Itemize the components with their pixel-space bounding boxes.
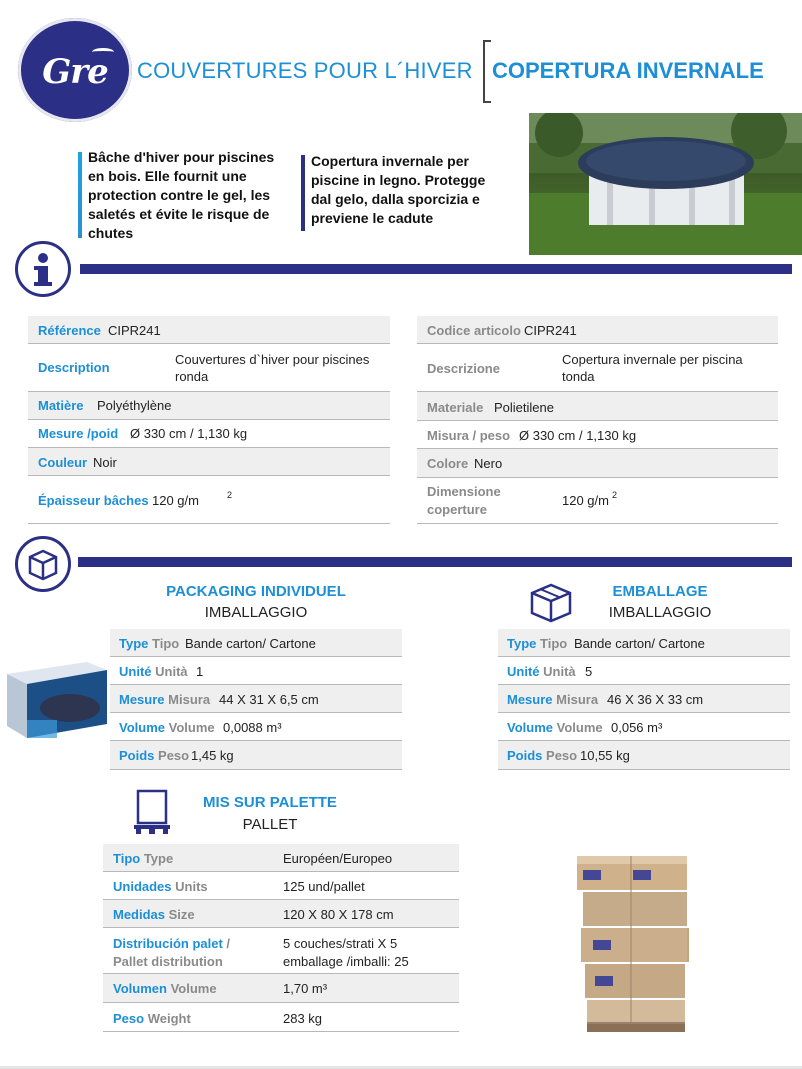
row-value: CIPR241 [108,323,161,338]
info-row-misura [417,421,778,449]
box-icon-badge [15,536,71,592]
row-value: 10,55 kg [580,748,630,763]
row-label [119,748,189,763]
product-photo-pool [529,113,802,255]
packaging-individual-subtitle: IMBALLAGGIO [204,604,308,621]
pack-ind-row-size [110,685,402,713]
row-value: Bande carton/ Cartone [185,636,316,651]
row-label-it: Pallet distribution [113,954,223,969]
row-value: 120 g/m [152,493,199,508]
swimmer-icon [92,48,114,56]
info-divider [80,264,792,274]
row-value-line: emballage /imballi: 25 [283,954,409,969]
row-label-line: coperture [427,502,487,517]
row-label: Misura / peso [427,428,511,443]
row-value: 5 [585,664,593,679]
info-row-color [28,448,390,476]
row-value [175,351,369,385]
product-box-illustration [5,660,109,740]
row-label: Codice articolo [427,323,521,338]
row-label-fr: Mesure [119,692,165,707]
row-label [119,636,179,651]
info-row-materiale [417,392,778,421]
row-label: Couleur [38,455,88,470]
info-icon [18,244,68,294]
pack-ind-row-type [110,629,402,657]
row-label: Descrizione [427,361,500,376]
row-value: Polyéthylène [97,398,172,413]
packaging-individual-title: PACKAGING INDIVIDUEL [166,583,346,600]
pallet-stack-illustration [573,850,693,1036]
row-label-fr: Volume [119,720,165,735]
row-label-fr: Unité [119,664,152,679]
intro-fr-line: protection contre le gel, les [88,187,271,203]
row-label-it: Volume [170,981,217,996]
row-label-fr: Peso [113,1011,145,1026]
row-value: 0,056 m³ [611,720,663,735]
row-label [507,692,598,707]
pallet-row-type [103,844,459,872]
info-row-description [28,344,390,392]
row-value: 1,70 m³ [283,981,328,996]
row-label-fr: Poids [119,748,155,763]
pack-box-row-type [498,629,790,657]
intro-fr-line: Bâche d'hiver pour piscines [88,149,275,165]
logo-text: Gre [42,52,108,92]
pack-box-row-unit [498,657,790,685]
row-label-fr: Mesure [507,692,553,707]
pallet-row-weight [103,1003,459,1032]
row-label-it: Misura [556,692,599,707]
row-label [113,907,195,922]
row-label-fr: Unité [507,664,540,679]
row-label-fr: Poids [507,748,543,763]
row-value [283,935,409,971]
packaging-divider [78,557,792,567]
row-value-line: tonda [562,369,595,384]
row-label-fr: Volume [507,720,553,735]
row-value: Polietilene [494,400,554,415]
row-value [562,351,743,385]
gre-logo [18,18,132,122]
row-label [427,483,501,519]
info-row-descrizione [417,344,778,392]
intro-it-line: previene le cadute [311,210,434,226]
info-row-size [28,420,390,448]
row-label-fr: Unidades [113,879,172,894]
row-label-fr: Type [507,636,537,651]
pallet-icon [132,789,172,835]
intro-it-line: dal gelo, dalla sporcizia e [311,191,480,207]
row-value: Européen/Europeo [283,851,393,866]
pallet-icon-drawing [132,789,172,835]
info-row-colore [417,449,778,478]
row-value-line: 5 couches/strati X 5 [283,936,398,951]
row-label-it: Volume [556,720,603,735]
row-label-it: Peso [546,748,578,763]
row-value: Noir [93,455,117,470]
row-value: 46 X 36 X 33 cm [607,692,704,707]
row-label [119,692,210,707]
row-value: Nero [474,456,503,471]
row-value: CIPR241 [524,323,577,338]
row-value: Bande carton/ Cartone [574,636,705,651]
pack-box-row-volume [498,713,790,741]
row-value: Ø 330 cm / 1,130 kg [130,426,248,441]
page-title-fr: COUVERTURES POUR L´HIVER [137,58,473,83]
row-value: 0,0088 m³ [223,720,282,735]
row-label [113,981,217,996]
row-label [507,720,603,735]
info-icon-badge [15,241,71,297]
row-value: 1 [196,664,204,679]
intro-fr-bar [78,152,82,238]
title-bracket [483,40,491,103]
row-label: Materiale [427,400,484,415]
pallet-photo [573,850,693,1036]
row-label-separator: / [226,936,231,951]
intro-fr-line: saletés et évite le risque de [88,206,270,222]
row-label: Mesure /poid [38,426,119,441]
info-row-dimensione [417,478,778,524]
pallet-title: MIS SUR PALETTE [203,794,337,811]
intro-it-line: Copertura invernale per [311,153,469,169]
carton-icon [528,581,574,623]
info-row-material [28,392,390,420]
info-row-reference [28,316,390,344]
row-label-fr: Volumen [113,981,167,996]
row-value: Ø 330 cm / 1,130 kg [519,428,637,443]
row-label: Épaisseur bâches [38,493,149,508]
page-title-it: COPERTURA INVERNALE [492,58,764,83]
box-icon [18,539,68,589]
row-value-line: ronda [175,369,209,384]
row-label: Colore [427,456,469,471]
row-value: 283 kg [283,1011,323,1026]
row-label-it: Unità [543,664,576,679]
row-label [119,720,215,735]
row-label-fr: Type [119,636,149,651]
row-label: Référence [38,323,101,338]
pack-ind-row-weight [110,741,402,770]
pack-box-row-weight [498,741,790,770]
pack-ind-row-unit [110,657,402,685]
packaging-box-subtitle: IMBALLAGGIO [608,604,712,621]
row-value-line: Copertura invernale per piscina [562,352,743,367]
row-value-superscript: 2 [227,490,233,500]
intro-it-line: piscine in legno. Protegge [311,172,486,188]
row-label [113,935,230,971]
row-label-it: Type [143,851,174,866]
pack-ind-row-volume [110,713,402,741]
row-label-fr: Tipo [113,851,141,866]
row-label [507,636,567,651]
row-value-line: Couvertures d`hiver pour piscines [175,352,370,367]
row-value: 125 und/pallet [283,879,365,894]
pool-illustration [529,113,802,255]
row-label [113,879,208,894]
row-label-fr: Distribución palet [113,936,223,951]
row-label-it: Size [168,907,195,922]
info-row-thickness [28,476,390,524]
row-label-it: Misura [168,692,211,707]
row-label [507,664,576,679]
info-row-codice [417,316,778,344]
carton-icon-drawing [528,581,574,623]
pack-box-row-size [498,685,790,713]
pallet-row-size [103,900,459,928]
intro-fr [88,148,288,243]
intro-fr-line: en bois. Elle fournit une [88,168,247,184]
row-label-it: Tipo [152,636,180,651]
packaging-box-title: EMBALLAGE [612,583,708,600]
row-label-it: Weight [147,1011,191,1026]
pallet-row-distribution [103,928,459,974]
product-box-photo [5,660,109,740]
row-label: Matière [38,398,84,413]
row-label-it: Peso [158,748,190,763]
row-label [119,664,188,679]
row-value-superscript: 2 [612,490,618,500]
row-label-it: Units [175,879,208,894]
row-value: 120 g/m [562,493,609,508]
row-label-it: Unità [155,664,188,679]
row-label-it: Tipo [540,636,568,651]
row-label [507,748,577,763]
row-label [113,1011,191,1026]
intro-it-bar [301,155,305,231]
intro-fr-line: chutes [88,225,134,241]
row-label-it: Volume [168,720,215,735]
row-label-fr: Medidas [113,907,166,922]
intro-it [311,152,511,228]
row-value: 120 X 80 X 178 cm [283,907,394,922]
pallet-row-volume [103,974,459,1003]
row-value: 44 X 31 X 6,5 cm [219,692,319,707]
row-label [113,851,173,866]
row-label-line: Dimensione [427,484,501,499]
pallet-row-units [103,872,459,900]
row-label: Description [38,360,110,375]
row-value: 1,45 kg [191,748,234,763]
pallet-subtitle: PALLET [242,816,298,833]
